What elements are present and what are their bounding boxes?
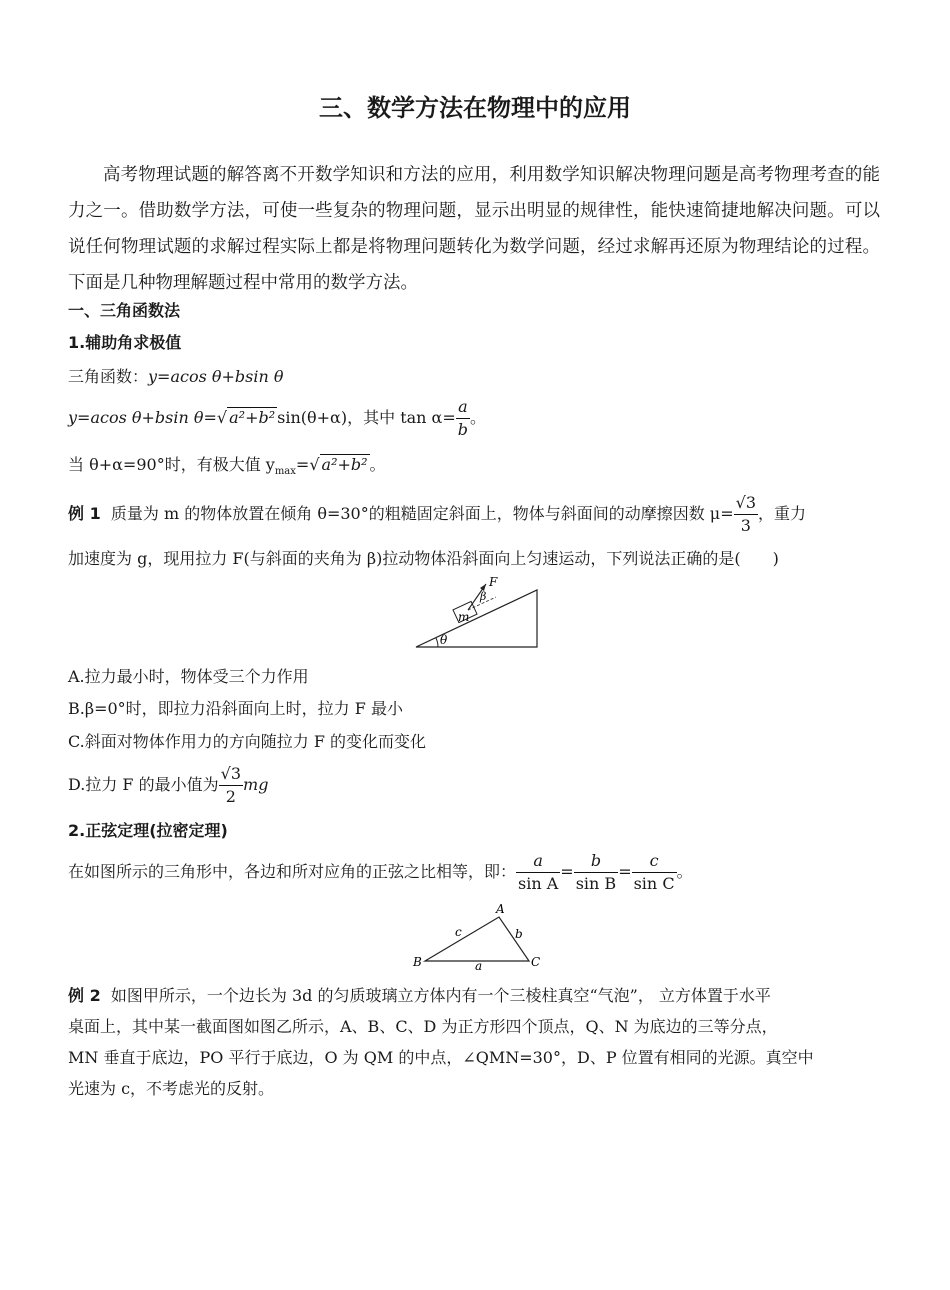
vertex-a: A — [496, 902, 505, 916]
tan-den: b — [457, 420, 469, 439]
option-d-fraction — [219, 763, 243, 808]
identity-sin: sin(θ+α) — [277, 408, 348, 427]
max-pre: 当 θ+α=90°时，有极大值 y — [68, 455, 275, 474]
option-d-pre: D.拉力 F 的最小值为 — [68, 775, 219, 794]
trig-expr: y=acos θ+bsin θ — [148, 367, 284, 386]
vertex-c: C — [531, 955, 541, 969]
example1-text1: 质量为 m 的物体放置在倾角 θ=30°的粗糙固定斜面上，物体与斜面间的动摩擦因数 μ= — [110, 504, 734, 523]
option-c: C.斜面对物体作用力的方向随拉力 F 的变化而变化 — [68, 732, 427, 751]
max-sub: max — [274, 466, 296, 478]
max-end: 。 — [369, 455, 386, 474]
force-label: F — [489, 575, 498, 589]
max-value-line — [68, 452, 386, 477]
triangle-abc — [425, 917, 529, 961]
example2-paragraph — [68, 980, 880, 1104]
eq-2: = — [618, 862, 632, 881]
sine-frac-b: $\frac{b}{\text{sin B}}$ — [575, 851, 617, 893]
eq-1: = — [560, 862, 574, 881]
theta-arc — [436, 638, 438, 647]
side-c: c — [455, 925, 462, 939]
example2-label: 例 2 — [68, 986, 101, 1005]
page-title: 三、数学方法在物理中的应用 — [319, 94, 631, 122]
example1-text2: ，重力 — [758, 504, 807, 523]
example1-line1 — [68, 492, 806, 537]
sqrt-radicand: a²+b² — [229, 408, 276, 427]
example1-label: 例 1 — [68, 504, 101, 523]
vertex-b: B — [413, 955, 422, 969]
sine-text: 在如图所示的三角形中，各边和所对应角的正弦之比相等，即： — [68, 862, 517, 881]
option-d — [68, 763, 268, 808]
example2-line4: 光速为 c，不考虑光的反射。 — [68, 1079, 275, 1098]
sine-frac-a: $\frac{a}{\text{sin A}}$ — [518, 851, 559, 893]
option-a: A.拉力最小时，物体受三个力作用 — [68, 667, 309, 686]
sqrt-expr: √ a²+b² — [216, 408, 276, 427]
mu-fraction — [734, 492, 758, 537]
max-sqrt: √ a²+b² — [309, 455, 368, 474]
example1-line2: 加速度为 g，现用拉力 F(与斜面的夹角为 β)拉动物体沿斜面向上匀速运动，下列说法正确的是( ) — [68, 549, 779, 568]
mass-label: m — [458, 610, 470, 624]
max-sqrt-radicand: a²+b² — [321, 455, 368, 474]
triangle-figure — [405, 900, 555, 976]
subheading-aux-angle: 1.辅助角求极值 — [68, 333, 182, 352]
intro-text: 高考物理试题的解答离不开数学知识和方法的应用，利用数学知识解决物理问题是高考物理考查的能力之一。借助数学方法，可使一些复杂的物理问题，显示出明显的规律性，能快速简捷地解决问题。可以说任何物理试题的求解过程实际上都是将物理问题转化为数学问题，经过求解再还原为物理结论的过程。下面是几种物理解题过程中常用的数学方法。 — [68, 165, 880, 293]
side-b: b — [515, 927, 523, 941]
option-d-den: 2 — [225, 787, 236, 806]
identity-mid: ，其中 tan α= — [347, 408, 456, 427]
side-a: a — [475, 959, 483, 972]
option-d-num: √3 — [219, 763, 243, 786]
section-heading-trig: 一、三角函数法 — [68, 301, 181, 320]
example2-line1: 例 2 如图甲所示，一个边长为 3d 的匀质玻璃立方体内有一个三棱柱真空“气泡”， 立方体置于水平 — [68, 986, 771, 1005]
trig-label: 三角函数： — [68, 367, 149, 386]
max-eq: = — [295, 455, 310, 474]
incline-figure — [410, 574, 550, 658]
theta-label: θ — [440, 633, 448, 647]
mu-den: 3 — [740, 516, 751, 535]
sine-end: 。 — [676, 862, 693, 881]
incline-diagram — [410, 574, 550, 654]
option-b: B.β=0°时，即拉力沿斜面向上时，拉力 F 最小 — [68, 699, 403, 718]
trig-identity-line — [68, 396, 486, 441]
example2-line2: 桌面上，其中某一截面图如图乙所示，A、B、C、D 为正方形四个顶点，Q、N 为底边的三等分点， — [68, 1017, 778, 1036]
identity-lhs: y=acos θ+bsin θ= — [68, 408, 217, 427]
identity-end: 。 — [470, 408, 487, 427]
triangle-diagram — [405, 900, 555, 972]
option-d-post: mg — [243, 775, 269, 794]
sine-frac-c: $\frac{c}{\text{sin C}}$ — [633, 851, 675, 893]
intro-paragraph — [68, 157, 880, 301]
mu-num: √3 — [734, 492, 758, 515]
tan-num: a — [456, 396, 470, 419]
tan-fraction — [456, 396, 470, 441]
beta-label: β — [480, 590, 487, 603]
trig-function-line — [68, 364, 284, 387]
example2-line3: MN 垂直于底边，PO 平行于底边，O 为 QM 的中点，∠QMN=30°，D、P 位置有相同的光源。真空中 — [68, 1048, 814, 1067]
subheading-sine-law: 2.正弦定理(拉密定理) — [68, 821, 228, 840]
sine-law-line — [68, 850, 693, 895]
